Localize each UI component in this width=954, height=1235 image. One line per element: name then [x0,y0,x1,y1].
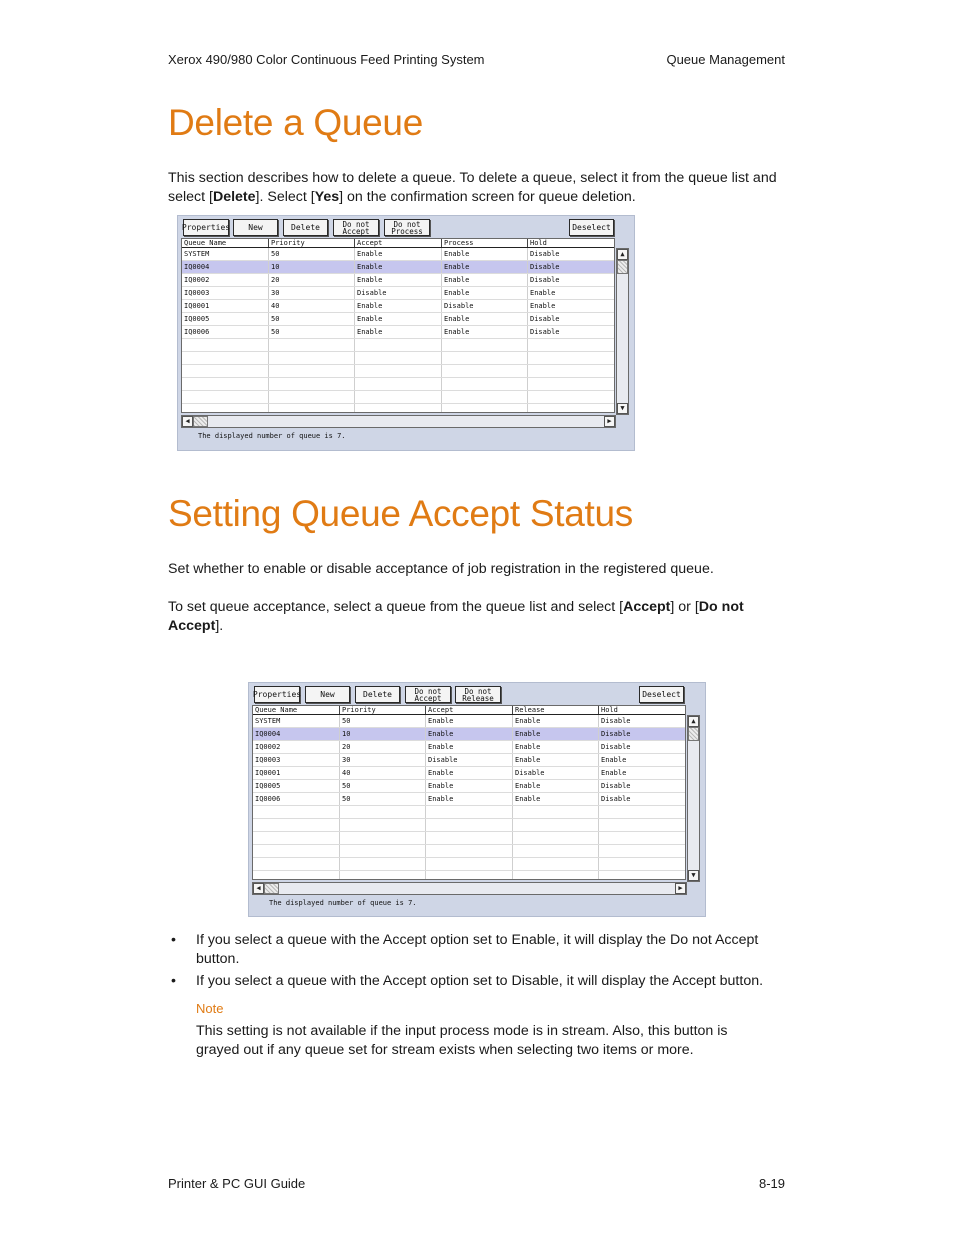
table-cell: Disable [355,287,442,299]
scroll-down-icon[interactable]: ▼ [617,403,628,414]
column-header[interactable]: Priority [269,239,355,247]
table-cell: IQ0001 [182,300,269,312]
horizontal-scrollbar[interactable] [252,882,687,895]
table-row[interactable] [182,326,615,339]
table-cell: Disable [530,328,560,336]
table-cell: Enable [442,261,528,273]
section-title-delete-queue: Delete a Queue [168,102,423,143]
empty-row [182,391,615,404]
table-cell: 40 [269,300,355,312]
queue-count-status: The displayed number of queue is 7. [198,432,346,440]
column-header[interactable]: Hold [599,706,686,714]
table-cell: IQ0002 [182,274,269,286]
new-button[interactable]: New [305,686,350,703]
table-cell: 20 [340,741,426,753]
scroll-right-icon[interactable]: ▶ [604,416,615,427]
table-row[interactable] [253,715,686,728]
table-cell: Enable [513,780,599,792]
do-not-accept-button[interactable]: Do not Accept [405,686,451,703]
deselect-button[interactable]: Deselect [639,686,684,703]
delete-button[interactable]: Delete [355,686,400,703]
properties-button[interactable]: Properties [183,219,229,236]
empty-row [182,365,615,378]
table-cell: Enable [442,313,528,325]
table-cell: 50 [269,313,355,325]
table-cell: Enable [426,767,513,779]
table-row[interactable] [182,274,615,287]
table-cell: IQ0002 [253,741,340,753]
properties-button[interactable]: Properties [254,686,300,703]
column-header[interactable]: Priority [340,706,426,714]
table-row[interactable] [253,793,686,806]
table-header-row [253,706,686,715]
table-cell: Disable [426,754,513,766]
do-not-process-button[interactable]: Do not Process [384,219,430,236]
page-number: 8-19 [758,1176,785,1191]
table-cell: Enable [513,728,599,740]
table-cell: Enable [355,261,442,273]
table-cell: Disable [513,767,599,779]
queue-count-status: The displayed number of queue is 7. [269,899,417,907]
table-row[interactable] [182,300,615,313]
queue-list-screenshot-delete [177,215,635,451]
table-cell: SYSTEM [253,715,340,727]
delete-queue-paragraph: This section describes how to delete a queue. To delete a queue, select it from the queue list and select [Delete]. Select [Yes] on the confirmation screen for queue deletion. [168,170,777,205]
table-row-selected[interactable] [253,728,686,741]
table-cell: Disable [601,743,631,751]
table-cell: Enable [426,741,513,753]
note-label: Note [196,1001,224,1016]
column-header[interactable]: Process [442,239,528,247]
table-cell: IQ0001 [253,767,340,779]
column-header[interactable]: Queue Name [253,706,340,714]
empty-row [253,858,686,871]
empty-row [253,871,686,880]
table-cell: Enable [442,274,528,286]
empty-row [182,352,615,365]
table-cell: IQ0005 [182,313,269,325]
do-not-release-button[interactable]: Do not Release [455,686,501,703]
queue-list-screenshot-accept [248,682,706,917]
empty-row [182,339,615,352]
table-cell: 20 [269,274,355,286]
table-cell: IQ0003 [182,287,269,299]
horizontal-scrollbar[interactable] [181,415,616,428]
table-cell: 50 [340,793,426,805]
table-cell: Enable [530,289,556,297]
table-cell: SYSTEM [182,248,269,260]
column-header[interactable]: Accept [426,706,513,714]
scroll-thumb[interactable] [264,883,279,894]
table-cell: Disable [530,315,560,323]
empty-row [182,404,615,413]
table-cell: Enable [355,326,442,338]
table-cell: Enable [442,248,528,260]
column-header[interactable]: Hold [528,239,615,247]
table-cell: 50 [340,780,426,792]
table-cell: Enable [513,793,599,805]
accept-status-instructions: To set queue acceptance, select a queue from the queue list and select [Accept] or [Do not Accept]. [168,599,744,634]
note-text: This setting is not available if the input process mode is in stream. Also, this button is grayed out if any queue set for stream exists when selecting two items or more. [196,1023,728,1058]
table-row-selected[interactable] [182,261,615,274]
table-cell: Enable [530,302,556,310]
empty-row [253,819,686,832]
table-cell: Enable [426,793,513,805]
running-header-section: Queue Management [666,52,785,67]
table-cell: Disable [601,717,631,725]
empty-row [253,845,686,858]
scroll-up-icon[interactable]: ▲ [617,249,628,260]
deselect-button[interactable]: Deselect [569,219,614,236]
table-header-row [182,239,615,248]
column-header[interactable]: Accept [355,239,442,247]
column-header[interactable]: Queue Name [182,239,269,247]
table-cell: 50 [269,248,355,260]
table-cell: Enable [513,715,599,727]
table-cell: Enable [442,287,528,299]
scroll-up-icon[interactable]: ▲ [688,716,699,727]
table-cell: Enable [513,741,599,753]
table-cell: Disable [442,300,528,312]
table-row[interactable] [253,754,686,767]
table-cell: Disable [530,250,560,258]
footer-guide-title: Printer & PC GUI Guide [168,1176,306,1191]
table-cell: Enable [513,754,599,766]
table-row[interactable] [253,741,686,754]
bullet-item [171,931,796,969]
bullet-text: If you select a queue with the Accept option set to Disable, it will display the Accept button. [196,973,764,989]
table-cell: IQ0006 [253,793,340,805]
table-cell: Enable [601,756,627,764]
table-cell: Enable [442,326,528,338]
empty-row [253,806,686,819]
scroll-right-icon[interactable]: ▶ [675,883,686,894]
table-cell: Disable [530,263,560,271]
table-cell: 10 [269,261,355,273]
table-cell: 40 [340,767,426,779]
table-cell: 50 [269,326,355,338]
table-cell: 30 [269,287,355,299]
scroll-left-icon[interactable]: ◀ [182,416,193,427]
column-header[interactable]: Release [513,706,599,714]
section-title-queue-accept-status: Setting Queue Accept Status [168,493,633,534]
bullet-icon: • [171,932,176,948]
table-row[interactable] [182,313,615,326]
accept-status-intro: Set whether to enable or disable acceptance of job registration in the registered queue. [168,561,714,577]
table-cell: Enable [355,300,442,312]
queue-table [181,238,615,413]
bullet-icon: • [171,973,176,989]
table-cell: Disable [530,276,560,284]
vertical-scrollbar[interactable] [616,248,629,415]
table-cell: IQ0005 [253,780,340,792]
empty-row [253,832,686,845]
scroll-thumb[interactable] [193,416,208,427]
delete-button[interactable]: Delete [283,219,328,236]
table-cell: 30 [340,754,426,766]
table-row[interactable] [182,287,615,300]
empty-row [182,378,615,391]
queue-table [252,705,686,880]
table-cell: 50 [340,715,426,727]
table-cell: Disable [601,782,631,790]
table-cell: IQ0006 [182,326,269,338]
table-cell: Disable [601,795,631,803]
bullet-item [171,972,816,991]
table-cell: Enable [355,248,442,260]
table-cell: IQ0004 [182,261,269,273]
scroll-down-icon[interactable]: ▼ [688,870,699,881]
table-cell: Enable [601,769,627,777]
table-cell: Enable [355,274,442,286]
scroll-left-icon[interactable]: ◀ [253,883,264,894]
table-cell: Enable [426,780,513,792]
vertical-scrollbar[interactable] [687,715,700,882]
scroll-thumb[interactable] [617,260,628,274]
table-row[interactable] [182,248,615,261]
running-header-title: Xerox 490/980 Color Continuous Feed Printing System [168,52,485,67]
table-cell: Disable [601,730,631,738]
table-row[interactable] [253,767,686,780]
scroll-thumb[interactable] [688,727,699,741]
table-cell: IQ0003 [253,754,340,766]
table-row[interactable] [253,780,686,793]
do-not-accept-button[interactable]: Do not Accept [333,219,379,236]
table-cell: 10 [340,728,426,740]
table-cell: Enable [426,715,513,727]
table-cell: Enable [355,313,442,325]
new-button[interactable]: New [233,219,278,236]
bullet-text: If you select a queue with the Accept option set to Enable, it will display the Do not Accept button. [196,932,759,967]
table-cell: Enable [426,728,513,740]
table-cell: IQ0004 [253,728,340,740]
